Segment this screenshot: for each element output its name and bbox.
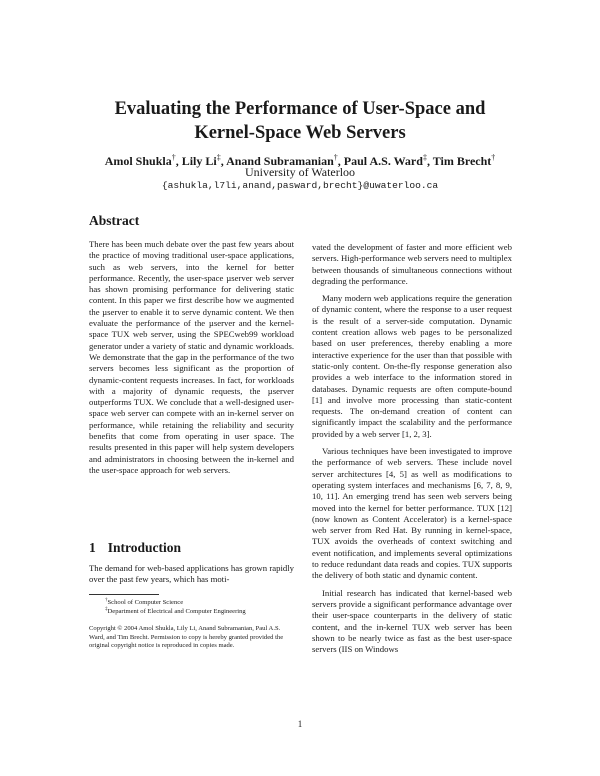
footnote-2	[105, 606, 310, 617]
author-name: Paul A.S. Ward	[343, 154, 423, 168]
footnote-text: School of Computer Science	[107, 599, 184, 607]
page-number: 1	[297, 719, 303, 729]
author-name: Tim Brecht	[432, 154, 492, 168]
author-name: Lily Li	[181, 154, 217, 168]
abstract-text: There has been much debate over the past few years about the practice of moving traditional user-space applications, such as web servers, into the kernel for better performance. Recently, the user-space µserver web server has shown promising performance for delivering static content. In this paper we first describe how we augmented the µserver to enable it to serve dynamic content. We then evaluate the performance of the µserver and the kernel-space TUX web server, using the SPECweb99 workload generator under a variety of static and dynamic workloads. We demonstrate that the gap in the performance of the two servers becomes less significant as the proportion of dynamic-content requests increases. In fact, for workloads with a majority of dynamic requests, the µserver outperforms TUX. We conclude that a well-designed user-space web server can compete with an in-kernel server on performance, while retaining the reliability and security benefits that come from operating in user space. The results presented in this paper will help system developers and administrators in choosing between the in-kernel and the user-space approach for web servers.	[89, 239, 294, 475]
title-line-2: Kernel-Space Web Servers	[194, 123, 406, 143]
author-list: Amol Shukla†, Lily Li‡, Anand Subramanian†, Paul A.S. Ward‡, Tim Brecht†	[104, 153, 496, 168]
introduction-text-left	[89, 563, 294, 586]
author-mark: ‡	[422, 153, 427, 162]
copyright-notice: Copyright © 2004 Amol Shukla, Lily Li, Anand Subramanian, Paul A.S. Ward, and Tim Brecht. Permission to copy is hereby granted provided the original copyright notice is reproduced in copies made.	[89, 625, 284, 650]
right-column	[312, 242, 512, 655]
introduction-heading	[89, 540, 193, 556]
affiliation: University of Waterloo	[244, 165, 356, 179]
author-emails: {ashukla,l7li,anand,pasward,brecht}@uwaterloo.ca	[161, 180, 439, 191]
section-title: Introduction	[107, 540, 182, 555]
intro-paragraph: The demand for web-based applications has grown rapidly over the past few years, which has moti-	[89, 563, 294, 585]
author-mark: †	[171, 153, 176, 162]
footnote-mark: †	[105, 598, 108, 603]
author-mark: †	[491, 153, 496, 162]
author-name: Anand Subramanian	[226, 154, 334, 168]
right-paragraph-2: Many modern web applications require the generation of dynamic content, where the response to a user request is the result of a server-side computation. Dynamic content creation allows web pages to be personalized based on user preferences, thereby enabling a more interactive experience for the user than that possible with static-only content. On-the-fly response generation also provides a web interface to the information stored in databases. Dynamic requests are often compute-bound [1] and involve more processing than static-content requests. The on-demand creation of content can significantly impact the scalability and the performance provided by a web server [1, 2, 3].	[312, 293, 512, 439]
section-number: 1	[89, 540, 96, 555]
author-name: Amol Shukla	[104, 154, 172, 168]
right-paragraph-4: Initial research has indicated that kernel-based web servers provide a significant performance advantage over their user-space counterparts in the delivery of static content, and the in-kernel TUX web server has been shown to be nearly twice as fast as the best user-space servers (IIS on Windows	[312, 587, 512, 655]
footnote-mark: ‡	[105, 607, 108, 612]
footnote-text: Department of Electrical and Computer Engineering	[107, 608, 246, 616]
right-paragraph-3: Various techniques have been investigated to improve the performance of web servers. These include novel server architectures [4, 5] as well as modifications to operating system interfaces and mechanisms [6, 7, 8, 9, 10, 11]. An emerging trend has seen web servers being moved into the kernel for better performance. TUX [12] (now known as Content Accelerator) is a kernel-space web server from Red Hat. By running in kernel-space, TUX avoids the overheads of context switching and event notification, and implements several optimizations to reduce redundant data reads and copies. TUX supports the delivery of both static and dynamic content.	[312, 446, 512, 581]
author-mark: †	[333, 153, 338, 162]
right-paragraph-1: vated the development of faster and more efficient web servers. High-performance web servers need to multiplex between thousands of simultaneous connections without degrading the performance.	[312, 242, 512, 286]
author-mark: ‡	[216, 153, 221, 162]
abstract-heading: Abstract	[89, 213, 140, 228]
footnote-rule	[89, 594, 159, 595]
paper-title	[0, 97, 600, 145]
abstract-body	[89, 239, 294, 476]
title-line-1: Evaluating the Performance of User-Space and	[114, 99, 486, 119]
